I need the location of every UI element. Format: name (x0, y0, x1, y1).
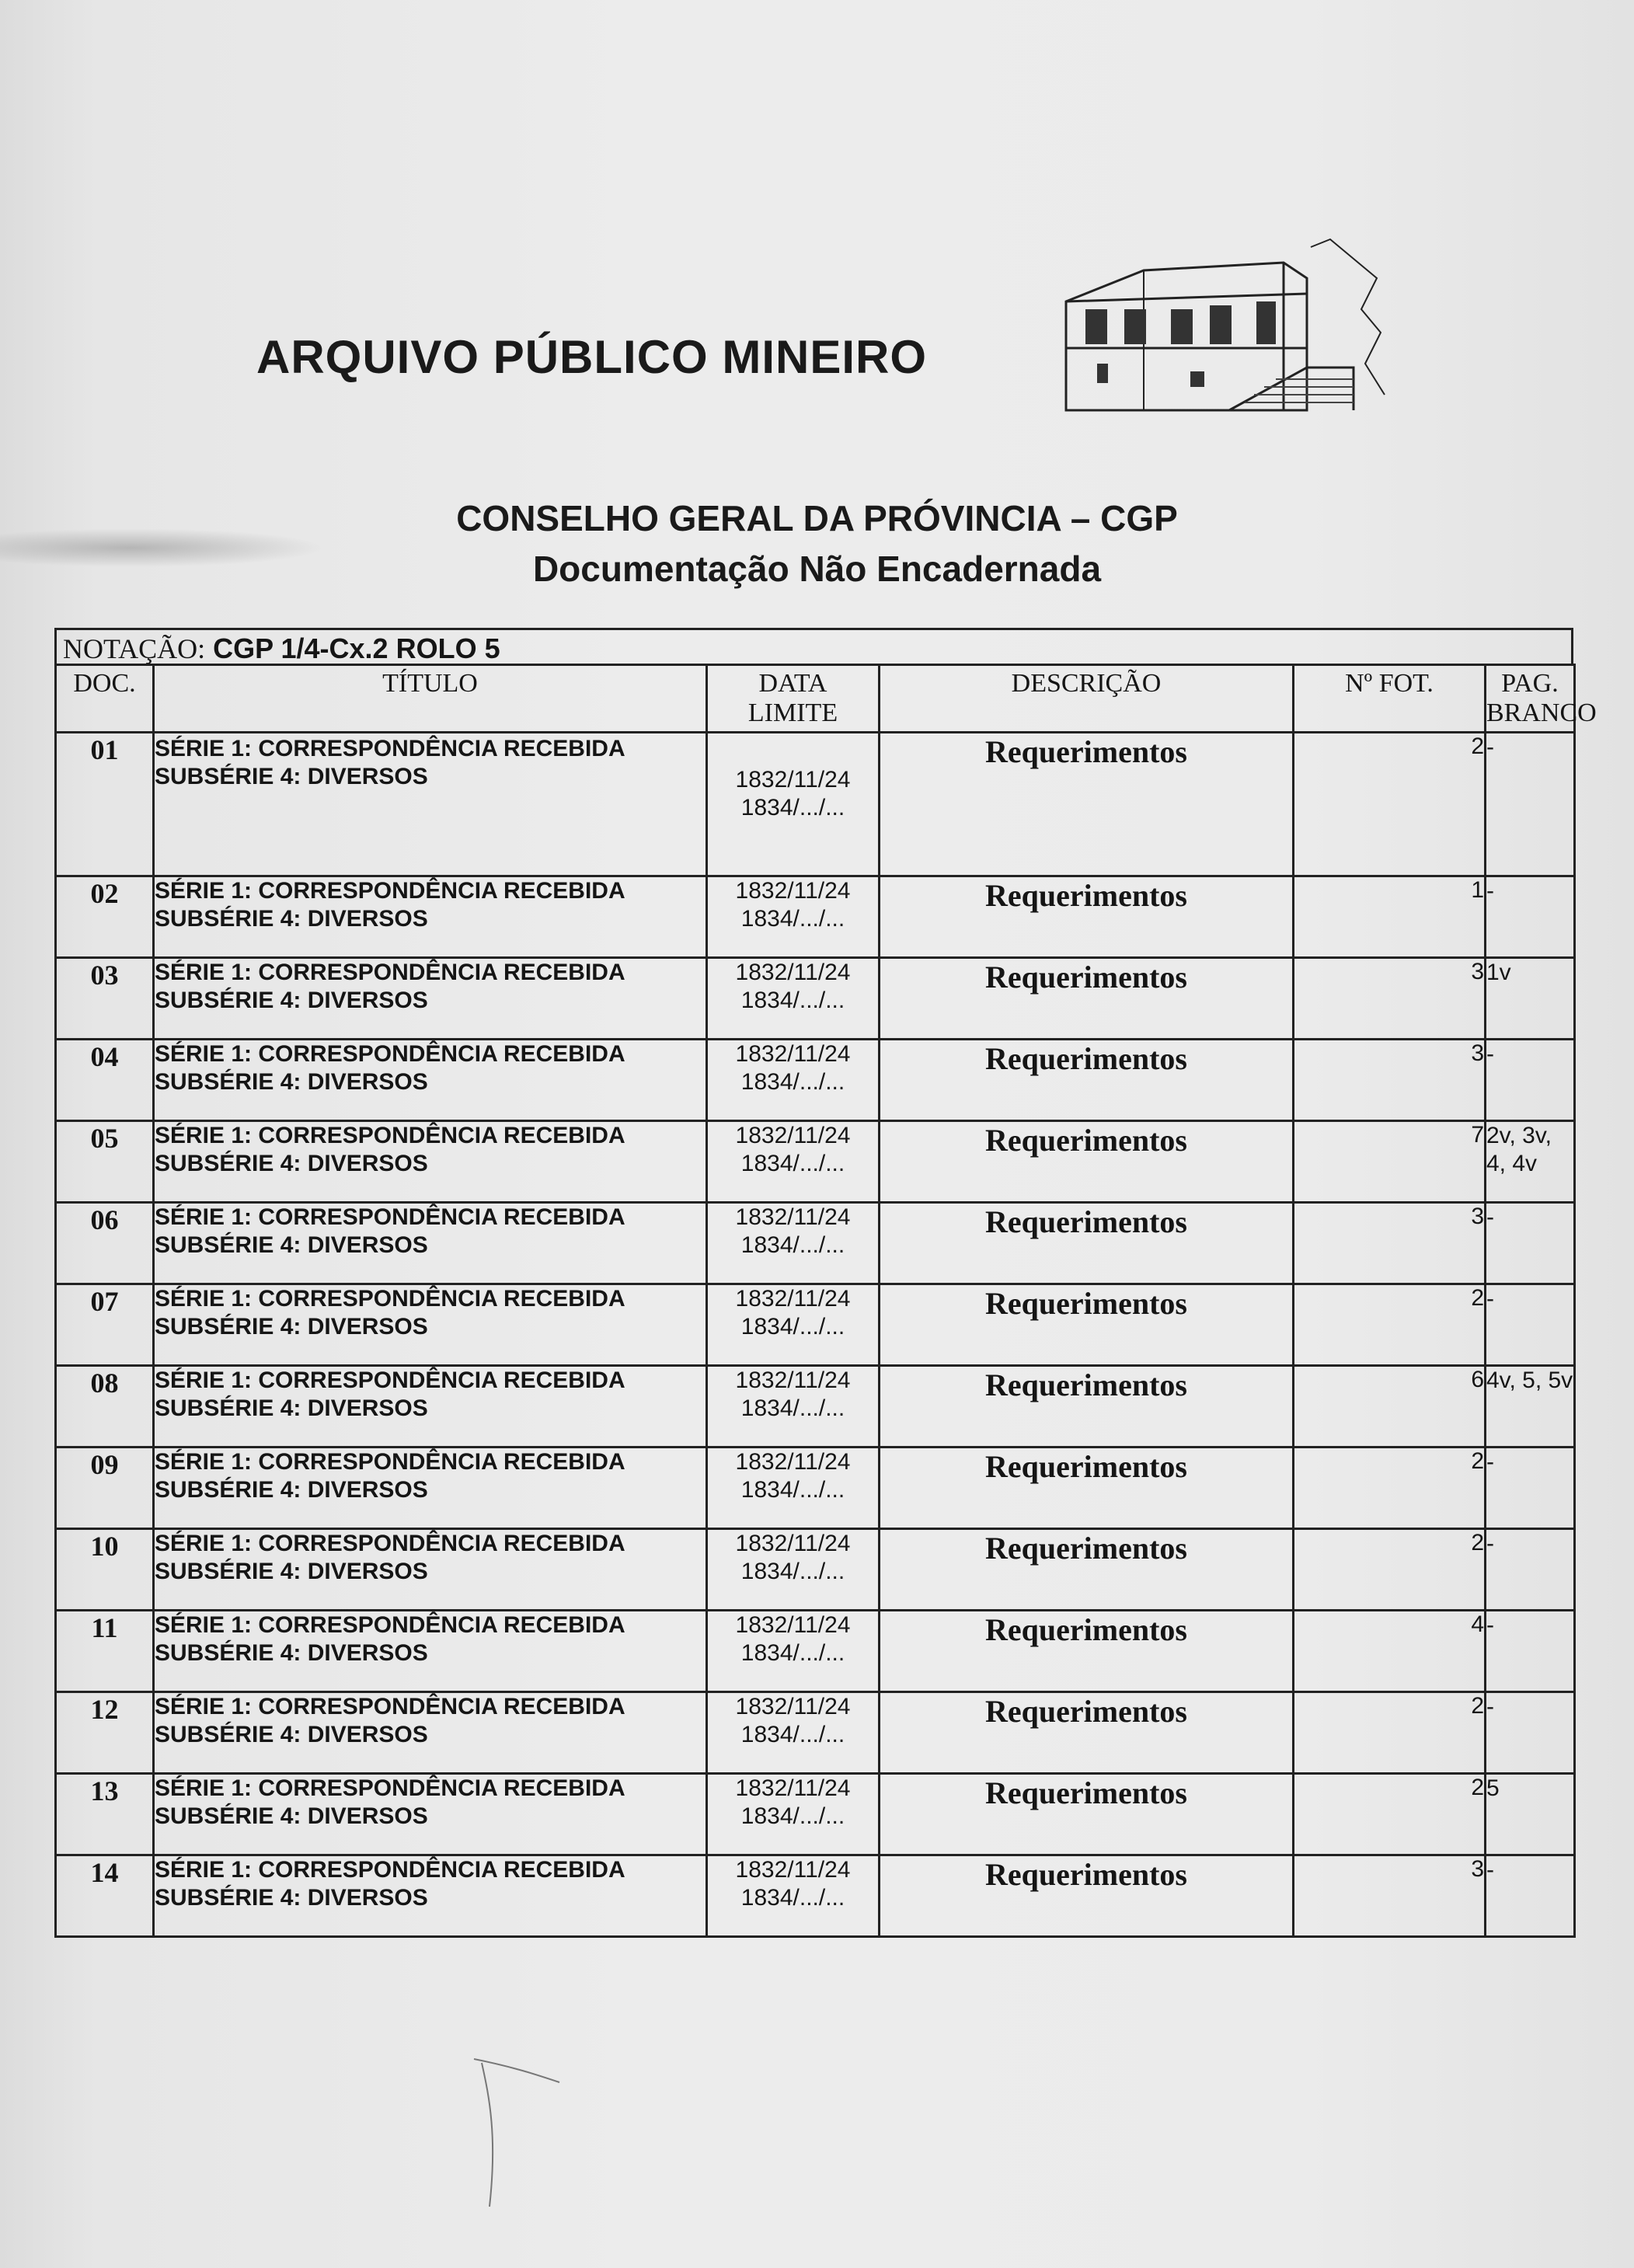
col-header-doc: DOC. (56, 665, 154, 733)
descricao-cell: Requerimentos (880, 1366, 1294, 1448)
date-start: 1832/11/24 (735, 878, 851, 904)
doc-number: 03 (56, 958, 154, 1040)
n-fot-cell: 3 (1294, 1855, 1486, 1937)
subserie-text: SUBSÉRIE 4: DIVERSOS (155, 1395, 428, 1421)
pag-branco-cell: - (1486, 1529, 1575, 1611)
doc-number: 02 (56, 876, 154, 958)
table-row (56, 1855, 1575, 1937)
pag-branco-cell: - (1486, 1448, 1575, 1529)
titulo-cell (154, 1203, 707, 1284)
subserie-text: SUBSÉRIE 4: DIVERSOS (155, 764, 428, 789)
subserie-text: SUBSÉRIE 4: DIVERSOS (155, 906, 428, 932)
descricao-cell: Requerimentos (880, 1529, 1294, 1611)
serie-text: SÉRIE 1: CORRESPONDÊNCIA RECEBIDA (155, 1612, 625, 1638)
descricao-cell: Requerimentos (880, 1611, 1294, 1692)
pen-mark (466, 2051, 583, 2222)
pag-branco-cell: - (1486, 1692, 1575, 1774)
date-end: 1834/.../... (740, 906, 845, 932)
date-end: 1834/.../... (740, 1151, 845, 1176)
titulo-cell (154, 1448, 707, 1529)
data-limite-cell (707, 1855, 880, 1937)
date-start: 1832/11/24 (735, 1041, 851, 1067)
serie-text: SÉRIE 1: CORRESPONDÊNCIA RECEBIDA (155, 1123, 625, 1148)
doc-number: 09 (56, 1448, 154, 1529)
titulo-cell (154, 1121, 707, 1203)
table-row (56, 733, 1575, 876)
date-end: 1834/.../... (740, 1314, 845, 1340)
notation-value: CGP 1/4-Cx.2 ROLO 5 (213, 632, 500, 664)
descricao-cell: Requerimentos (880, 1855, 1294, 1937)
date-start: 1832/11/24 (735, 1612, 851, 1638)
n-fot-cell: 2 (1294, 1448, 1486, 1529)
section-subtitle: Documentação Não Encadernada (532, 549, 1102, 589)
data-limite-cell (707, 958, 880, 1040)
table-row (56, 958, 1575, 1040)
data-limite-cell (707, 1448, 880, 1529)
serie-text: SÉRIE 1: CORRESPONDÊNCIA RECEBIDA (155, 1367, 625, 1393)
doc-number: 11 (56, 1611, 154, 1692)
n-fot-cell: 3 (1294, 1203, 1486, 1284)
subserie-text: SUBSÉRIE 4: DIVERSOS (155, 1885, 428, 1911)
table-row (56, 1529, 1575, 1611)
col-header-data-limite-line1: DATA (758, 669, 827, 698)
titulo-cell (154, 1366, 707, 1448)
date-end: 1834/.../... (740, 795, 845, 820)
doc-number: 07 (56, 1284, 154, 1366)
titulo-cell (154, 1611, 707, 1692)
table-row (56, 1040, 1575, 1121)
descricao-cell: Requerimentos (880, 733, 1294, 876)
pag-branco-cell: 5 (1486, 1774, 1575, 1855)
table-row (56, 1611, 1575, 1692)
n-fot-cell: 7 (1294, 1121, 1486, 1203)
table-row (56, 1366, 1575, 1448)
descricao-cell: Requerimentos (880, 1284, 1294, 1366)
table-row (56, 1448, 1575, 1529)
doc-number: 13 (56, 1774, 154, 1855)
doc-number: 06 (56, 1203, 154, 1284)
n-fot-cell: 3 (1294, 958, 1486, 1040)
col-header-pag-branco (1486, 665, 1597, 733)
pag-branco-cell: - (1486, 1040, 1575, 1121)
col-header-titulo: TÍTULO (154, 665, 707, 733)
col-header-pag-line2: BRANCO (1486, 699, 1597, 727)
serie-text: SÉRIE 1: CORRESPONDÊNCIA RECEBIDA (155, 1286, 625, 1312)
date-start: 1832/11/24 (735, 960, 851, 985)
date-end: 1834/.../... (740, 1885, 845, 1911)
date-start: 1832/11/24 (735, 1367, 851, 1393)
date-end: 1834/.../... (740, 1395, 845, 1421)
serie-text: SÉRIE 1: CORRESPONDÊNCIA RECEBIDA (155, 736, 625, 761)
serie-text: SÉRIE 1: CORRESPONDÊNCIA RECEBIDA (155, 1449, 625, 1475)
col-header-data-limite (707, 665, 880, 733)
doc-number: 01 (56, 733, 154, 876)
pag-branco-cell: - (1486, 733, 1575, 876)
date-start: 1832/11/24 (735, 1694, 851, 1719)
n-fot-cell: 4 (1294, 1611, 1486, 1692)
serie-text: SÉRIE 1: CORRESPONDÊNCIA RECEBIDA (155, 1857, 625, 1883)
pag-branco-cell: - (1486, 876, 1575, 958)
data-limite-cell (707, 1774, 880, 1855)
data-limite-cell (707, 1040, 880, 1121)
table-row (56, 1203, 1575, 1284)
table-row (56, 1121, 1575, 1203)
date-start: 1832/11/24 (735, 1123, 851, 1148)
catalog-body (56, 733, 1575, 1937)
titulo-cell (154, 958, 707, 1040)
pag-branco-cell: - (1486, 1203, 1575, 1284)
descricao-cell: Requerimentos (880, 1774, 1294, 1855)
n-fot-cell: 2 (1294, 1692, 1486, 1774)
data-limite-cell (707, 1366, 880, 1448)
date-end: 1834/.../... (740, 1722, 845, 1747)
data-limite-cell (707, 1203, 880, 1284)
titulo-cell (154, 1040, 707, 1121)
descricao-cell: Requerimentos (880, 1448, 1294, 1529)
data-limite-cell (707, 1611, 880, 1692)
subserie-text: SUBSÉRIE 4: DIVERSOS (155, 1803, 428, 1829)
date-end: 1834/.../... (740, 1477, 845, 1503)
doc-number: 08 (56, 1366, 154, 1448)
date-start: 1832/11/24 (735, 1531, 851, 1556)
doc-number: 04 (56, 1040, 154, 1121)
pag-branco-cell: - (1486, 1855, 1575, 1937)
org-title: ARQUIVO PÚBLICO MINEIRO (256, 331, 928, 383)
serie-text: SÉRIE 1: CORRESPONDÊNCIA RECEBIDA (155, 1694, 625, 1719)
n-fot-cell: 1 (1294, 876, 1486, 958)
titulo-cell (154, 1284, 707, 1366)
doc-number: 05 (56, 1121, 154, 1203)
descricao-cell: Requerimentos (880, 876, 1294, 958)
subserie-text: SUBSÉRIE 4: DIVERSOS (155, 1722, 428, 1747)
catalog-table (54, 664, 1597, 1938)
titulo-cell (154, 733, 707, 876)
date-start: 1832/11/24 (735, 1775, 851, 1801)
date-start: 1832/11/24 (735, 1286, 851, 1312)
col-header-pag-line1: PAG. (1501, 669, 1559, 698)
date-end: 1834/.../... (740, 1232, 845, 1258)
pag-branco-cell: 4v, 5, 5v (1486, 1366, 1575, 1448)
table-row (56, 1692, 1575, 1774)
doc-number: 10 (56, 1529, 154, 1611)
pag-branco-cell: 1v (1486, 958, 1575, 1040)
descricao-cell: Requerimentos (880, 1040, 1294, 1121)
subserie-text: SUBSÉRIE 4: DIVERSOS (155, 1151, 428, 1176)
serie-text: SÉRIE 1: CORRESPONDÊNCIA RECEBIDA (155, 1204, 625, 1230)
subserie-text: SUBSÉRIE 4: DIVERSOS (155, 988, 428, 1013)
titulo-cell (154, 1774, 707, 1855)
table-row (56, 1284, 1575, 1366)
data-limite-cell (707, 1529, 880, 1611)
doc-number: 12 (56, 1692, 154, 1774)
titulo-cell (154, 876, 707, 958)
subserie-text: SUBSÉRIE 4: DIVERSOS (155, 1069, 428, 1095)
n-fot-cell: 2 (1294, 1529, 1486, 1611)
date-end: 1834/.../... (740, 1069, 845, 1095)
pag-branco-cell: - (1486, 1611, 1575, 1692)
n-fot-cell: 3 (1294, 1040, 1486, 1121)
n-fot-cell: 6 (1294, 1366, 1486, 1448)
subserie-text: SUBSÉRIE 4: DIVERSOS (155, 1477, 428, 1503)
data-limite-cell (707, 876, 880, 958)
n-fot-cell: 2 (1294, 733, 1486, 876)
col-header-data-limite-line2: LIMITE (747, 699, 838, 727)
col-header-n-fot: Nº FOT. (1294, 665, 1486, 733)
col-header-descricao: DESCRIÇÃO (880, 665, 1294, 733)
subserie-text: SUBSÉRIE 4: DIVERSOS (155, 1314, 428, 1340)
subserie-text: SUBSÉRIE 4: DIVERSOS (155, 1640, 428, 1666)
n-fot-cell: 2 (1294, 1284, 1486, 1366)
date-end: 1834/.../... (740, 988, 845, 1013)
titulo-cell (154, 1692, 707, 1774)
date-end: 1834/.../... (740, 1803, 845, 1829)
descricao-cell: Requerimentos (880, 1121, 1294, 1203)
building-logo-icon (1050, 232, 1392, 457)
data-limite-cell (707, 1284, 880, 1366)
date-end: 1834/.../... (740, 1640, 845, 1666)
serie-text: SÉRIE 1: CORRESPONDÊNCIA RECEBIDA (155, 878, 625, 904)
pag-branco-cell: 2v, 3v, 4, 4v (1486, 1121, 1575, 1203)
serie-text: SÉRIE 1: CORRESPONDÊNCIA RECEBIDA (155, 1041, 625, 1067)
serie-text: SÉRIE 1: CORRESPONDÊNCIA RECEBIDA (155, 1531, 625, 1556)
date-end: 1834/.../... (740, 1559, 845, 1584)
data-limite-cell (707, 733, 880, 876)
data-limite-cell (707, 1692, 880, 1774)
serie-text: SÉRIE 1: CORRESPONDÊNCIA RECEBIDA (155, 1775, 625, 1801)
descricao-cell: Requerimentos (880, 1692, 1294, 1774)
table-row (56, 876, 1575, 958)
serie-text: SÉRIE 1: CORRESPONDÊNCIA RECEBIDA (155, 960, 625, 985)
titulo-cell (154, 1529, 707, 1611)
doc-number: 14 (56, 1855, 154, 1937)
date-start: 1832/11/24 (735, 767, 851, 793)
titulo-cell (154, 1855, 707, 1937)
section-title: CONSELHO GERAL DA PRÓVINCIA – CGP (456, 498, 1178, 538)
data-limite-cell (707, 1121, 880, 1203)
descricao-cell: Requerimentos (880, 1203, 1294, 1284)
date-start: 1832/11/24 (735, 1857, 851, 1883)
n-fot-cell: 2 (1294, 1774, 1486, 1855)
notation-label: NOTAÇÃO: (63, 633, 206, 664)
date-start: 1832/11/24 (735, 1204, 851, 1230)
header-row (56, 665, 1575, 733)
notation-bar (54, 628, 1573, 664)
date-start: 1832/11/24 (735, 1449, 851, 1475)
table-row (56, 1774, 1575, 1855)
subserie-text: SUBSÉRIE 4: DIVERSOS (155, 1232, 428, 1258)
pag-branco-cell: - (1486, 1284, 1575, 1366)
subserie-text: SUBSÉRIE 4: DIVERSOS (155, 1559, 428, 1584)
descricao-cell: Requerimentos (880, 958, 1294, 1040)
